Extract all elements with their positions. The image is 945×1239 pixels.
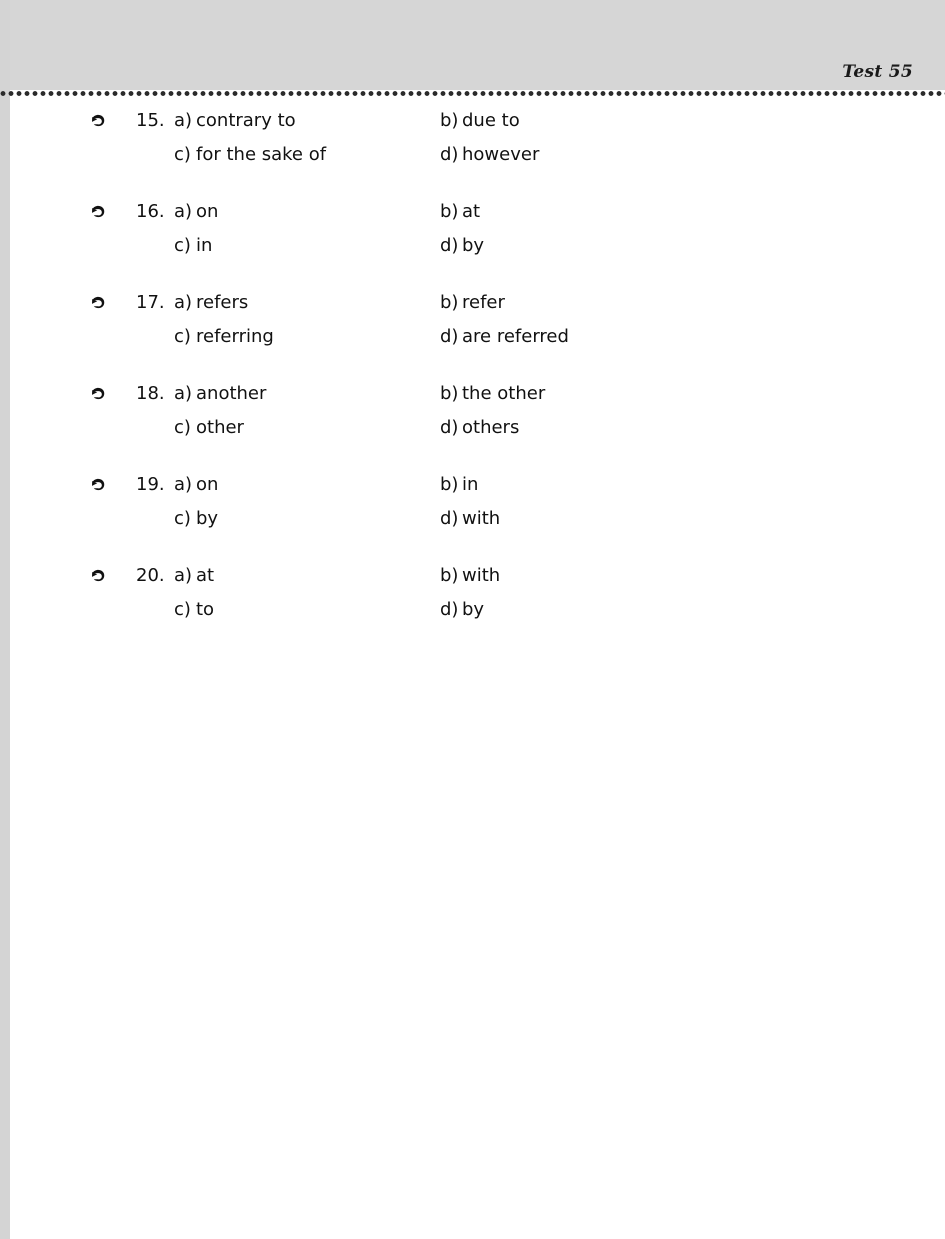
arrow-loop-bullet-icon (88, 112, 110, 134)
option-a-text: another (196, 383, 267, 404)
option-a-text: contrary to (196, 110, 296, 131)
option-c[interactable] (174, 417, 244, 438)
option-group (174, 110, 945, 178)
option-c-label: c) (174, 144, 191, 165)
option-row (174, 474, 945, 508)
option-a-text: at (196, 565, 215, 586)
arrow-loop-bullet-icon (88, 294, 110, 316)
option-d[interactable] (440, 235, 484, 256)
question-number: 18. (136, 383, 165, 404)
option-c[interactable] (174, 508, 218, 529)
arrow-loop-bullet-icon (88, 385, 110, 407)
option-b[interactable] (440, 292, 505, 313)
option-d-text: are referred (462, 326, 569, 347)
option-a-label: a) (174, 565, 193, 586)
option-d-text: by (462, 599, 485, 620)
option-c-text: by (196, 508, 219, 529)
option-b-text: at (462, 201, 481, 222)
question-item (0, 565, 945, 633)
option-d-label: d) (440, 417, 459, 438)
option-a-label: a) (174, 292, 193, 313)
option-a[interactable] (174, 474, 218, 495)
question-number: 16. (136, 201, 165, 222)
option-c[interactable] (174, 326, 274, 347)
question-item (0, 110, 945, 178)
option-a-label: a) (174, 110, 193, 131)
question-item (0, 383, 945, 451)
option-b-label: b) (440, 383, 459, 404)
option-c-text: other (196, 417, 244, 438)
option-b-label: b) (440, 474, 459, 495)
option-a-label: a) (174, 201, 193, 222)
option-d-label: d) (440, 599, 459, 620)
option-a-text: refers (196, 292, 249, 313)
option-b-label: b) (440, 292, 459, 313)
option-d[interactable] (440, 326, 569, 347)
option-a[interactable] (174, 383, 266, 404)
option-c-label: c) (174, 326, 191, 347)
option-b[interactable] (440, 383, 545, 404)
option-a[interactable] (174, 565, 214, 586)
option-d-text: others (462, 417, 520, 438)
option-d[interactable] (440, 508, 500, 529)
question-number: 15. (136, 110, 165, 131)
option-c-label: c) (174, 599, 191, 620)
option-c[interactable] (174, 599, 214, 620)
option-row (174, 565, 945, 599)
option-c[interactable] (174, 144, 326, 165)
option-b-text: in (462, 474, 479, 495)
option-c-label: c) (174, 508, 191, 529)
arrow-loop-bullet-icon (88, 476, 110, 498)
option-group (174, 565, 945, 633)
option-b-text: with (462, 565, 501, 586)
option-row (174, 417, 945, 451)
option-row (174, 599, 945, 633)
option-b[interactable] (440, 565, 500, 586)
option-b[interactable] (440, 474, 478, 495)
option-c[interactable] (174, 235, 212, 256)
question-number: 17. (136, 292, 165, 313)
option-d-label: d) (440, 326, 459, 347)
option-d-text: however (462, 144, 540, 165)
question-item (0, 474, 945, 542)
question-item (0, 201, 945, 269)
page-header (10, 0, 945, 90)
option-a[interactable] (174, 201, 218, 222)
arrow-loop-bullet-icon (88, 203, 110, 225)
option-c-label: c) (174, 235, 191, 256)
option-a[interactable] (174, 292, 248, 313)
question-number: 19. (136, 474, 165, 495)
arrow-loop-bullet-icon (88, 567, 110, 589)
option-c-text: to (196, 599, 215, 620)
option-row (174, 383, 945, 417)
option-b[interactable] (440, 110, 520, 131)
option-d[interactable] (440, 144, 539, 165)
option-d[interactable] (440, 599, 484, 620)
option-a-text: on (196, 474, 219, 495)
page-header-title: Test 55 (842, 62, 913, 82)
option-a[interactable] (174, 110, 296, 131)
option-b-label: b) (440, 565, 459, 586)
option-b-text: the other (462, 383, 546, 404)
option-d[interactable] (440, 417, 519, 438)
option-d-label: d) (440, 144, 459, 165)
option-row (174, 326, 945, 360)
option-b-label: b) (440, 201, 459, 222)
option-group (174, 201, 945, 269)
option-c-text: referring (196, 326, 274, 347)
option-group (174, 474, 945, 542)
option-b-text: due to (462, 110, 520, 131)
option-b-label: b) (440, 110, 459, 131)
question-list (0, 110, 945, 656)
option-d-label: d) (440, 235, 459, 256)
option-row (174, 201, 945, 235)
option-row (174, 508, 945, 542)
option-row (174, 292, 945, 326)
option-row (174, 110, 945, 144)
option-d-label: d) (440, 508, 459, 529)
dotted-divider (0, 90, 945, 97)
option-a-label: a) (174, 383, 193, 404)
option-a-label: a) (174, 474, 193, 495)
option-b[interactable] (440, 201, 480, 222)
option-group (174, 383, 945, 451)
option-a-text: on (196, 201, 219, 222)
option-c-label: c) (174, 417, 191, 438)
option-d-text: by (462, 235, 485, 256)
option-d-text: with (462, 508, 501, 529)
option-group (174, 292, 945, 360)
option-b-text: refer (462, 292, 505, 313)
option-row (174, 144, 945, 178)
option-c-text: in (196, 235, 213, 256)
question-item (0, 292, 945, 360)
option-row (174, 235, 945, 269)
option-c-text: for the sake of (196, 144, 327, 165)
question-number: 20. (136, 565, 165, 586)
